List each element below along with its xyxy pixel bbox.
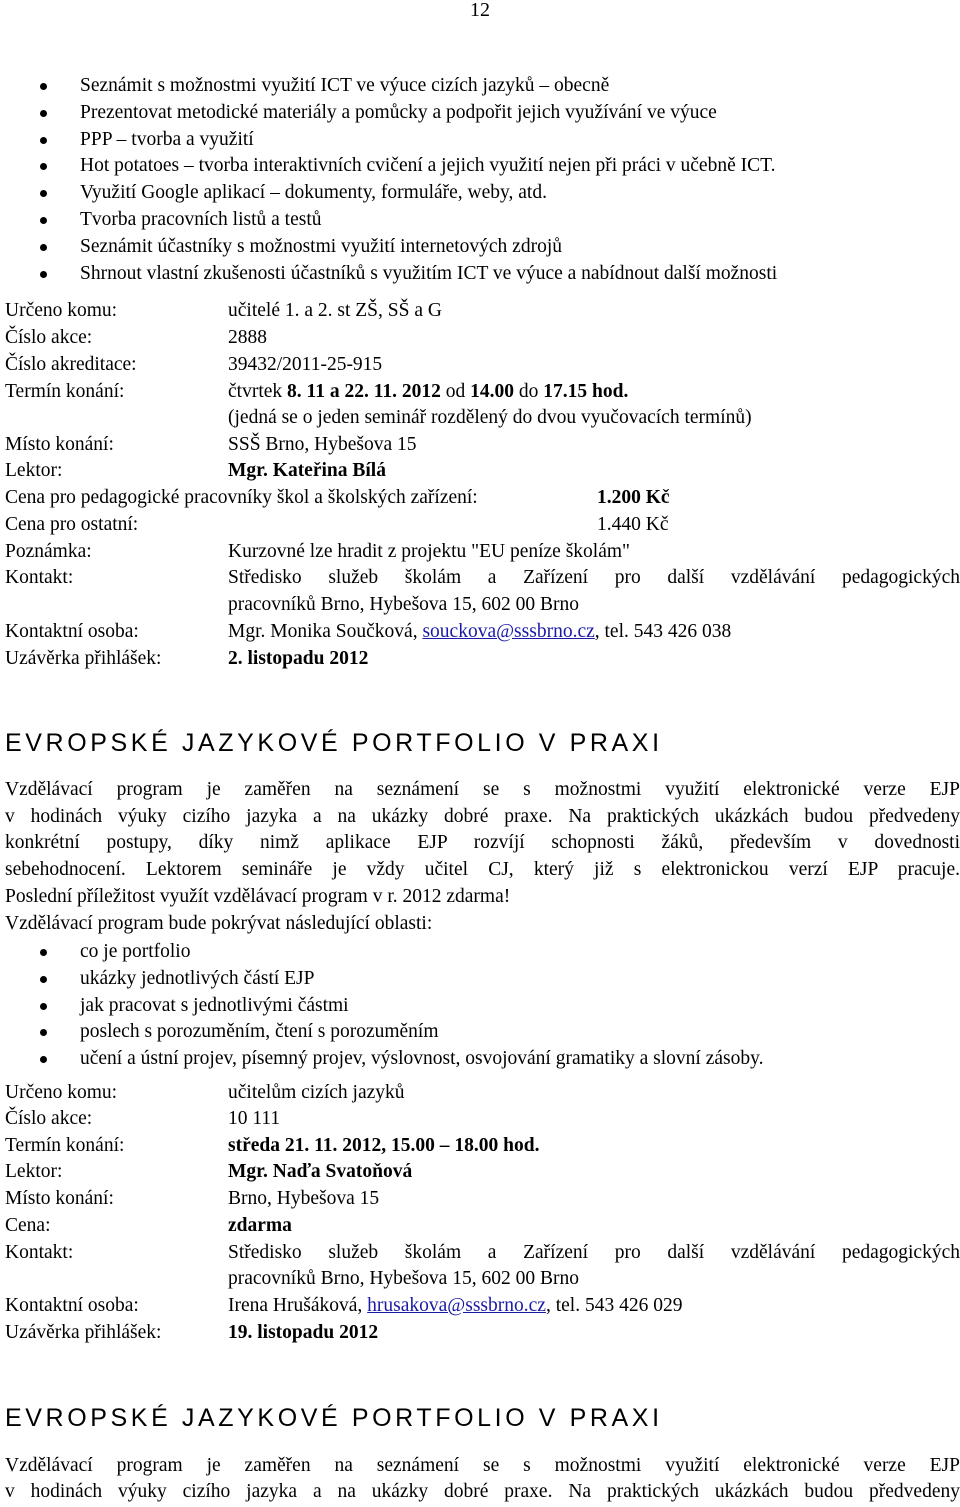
list-item: ukázky jednotlivých částí EJP	[0, 966, 960, 993]
contact-person-label: Kontaktní osoba:	[5, 621, 139, 642]
lecturer-value: Mgr. Kateřina Bílá	[228, 460, 386, 481]
list-item: jak pracovat s jednotlivými částmi	[0, 993, 960, 1020]
contact-email-link[interactable]: hrusakova@sssbrno.cz	[367, 1295, 546, 1316]
lecturer-value: Mgr. Naďa Svatoňová	[228, 1161, 413, 1182]
venue-label: Místo konání:	[5, 1188, 114, 1209]
contact-person-name: Mgr. Monika Součková,	[228, 621, 423, 642]
intro-line: v hodinách výuky cizího jazyka a na ukázky dobré praxe. Na praktických ukázkách budou předvedeny	[5, 1481, 960, 1502]
deadline-value: 2. listopadu 2012	[228, 648, 369, 669]
contact-line2: pracovníků Brno, Hybešova 15, 602 00 Brno	[228, 1268, 579, 1289]
deadline-value: 19. listopadu 2012	[228, 1322, 379, 1343]
list-item: Tvorba pracovních listů a testů	[0, 207, 960, 234]
list-item: učení a ústní projev, písemný projev, výslovnost, osvojování gramatiky a slovní zásoby.	[0, 1046, 960, 1073]
list-item: Shrnout vlastní zkušenosti účastníků s využitím ICT ve výuce a nabídnout další možnosti	[0, 261, 960, 288]
contact-label: Kontakt:	[5, 567, 74, 588]
time-end: 17.15 hod.	[543, 381, 629, 402]
venue-value: SSŠ Brno, Hybešova 15	[228, 434, 417, 455]
note-label: Poznámka:	[5, 541, 92, 562]
contact-phone: , tel. 543 426 038	[594, 621, 732, 642]
section-heading: EVROPSKÉ JAZYKOVÉ PORTFOLIO V PRAXI	[5, 729, 663, 757]
intro-line: konkrétní postupy, díky nimž aplikace EJP rozvíjí schopnosti žáků, především v dovednosti	[5, 832, 960, 853]
areas-intro: Vzdělávací program bude pokrývat následující oblasti:	[5, 913, 433, 934]
list-item: Seznámit s možnostmi využití ICT ve výuce cizích jazyků – obecně	[0, 73, 960, 100]
intro-line: sebehodnocení. Lektorem semináře je vždy učitel CJ, který již s elektronickou verzí EJP pracuje.	[5, 859, 960, 880]
list-item: Využití Google aplikací – dokumenty, formuláře, weby, atd.	[0, 180, 960, 207]
contact-label: Kontakt:	[5, 1242, 74, 1263]
audience-label: Určeno komu:	[5, 300, 118, 321]
intro-line: Vzdělávací program je zaměřen na seznámení se s možnostmi využití elektronické verze EJP	[5, 779, 960, 800]
deadline-label: Uzávěrka přihlášek:	[5, 648, 162, 669]
accreditation-value: 39432/2011-25-915	[228, 354, 383, 375]
audience-value: učitelé 1. a 2. st ZŠ, SŠ a G	[228, 300, 442, 321]
time-mid: do	[514, 381, 544, 402]
note-value: Kurzovné lze hradit z projektu "EU peníze školám"	[228, 541, 630, 562]
contact-line2: pracovníků Brno, Hybešova 15, 602 00 Brno	[228, 594, 579, 615]
areas-list	[0, 939, 960, 1073]
list-item: co je portfolio	[0, 939, 960, 966]
date-label: Termín konání:	[5, 381, 125, 402]
date-value: středa 21. 11. 2012, 15.00 – 18.00 hod.	[228, 1135, 540, 1156]
price-staff-value: 1.200 Kč	[597, 487, 670, 508]
date-note: (jedná se o jeden seminář rozdělený do dvou vyučovacích termínů)	[228, 407, 752, 428]
contact-phone: , tel. 543 426 029	[545, 1295, 683, 1316]
accreditation-label: Číslo akreditace:	[5, 354, 137, 375]
price-value: zdarma	[228, 1215, 292, 1236]
contact-line1: Středisko služeb školám a Zařízení pro další vzdělávání pedagogických	[228, 1242, 960, 1263]
date-prefix: čtvrtek	[228, 381, 288, 402]
audience-value: učitelům cizích jazyků	[228, 1082, 405, 1103]
list-item: poslech s porozuměním, čtení s porozuměním	[0, 1019, 960, 1046]
lecturer-label: Lektor:	[5, 460, 63, 481]
last-chance-text: Poslední příležitost využít vzdělávací program v r. 2012 zdarma!	[5, 886, 511, 907]
contact-line1: Středisko služeb školám a Zařízení pro další vzdělávání pedagogických	[228, 567, 960, 588]
action-number-value: 10 111	[228, 1108, 281, 1129]
list-item: Seznámit účastníky s možnostmi využití internetových zdrojů	[0, 234, 960, 261]
time-start: 14.00	[470, 381, 514, 402]
contact-email-link[interactable]: souckova@sssbrno.cz	[422, 621, 595, 642]
intro-line: v hodinách výuky cizího jazyka a na ukázky dobré praxe. Na praktických ukázkách budou předvedeny	[5, 806, 960, 827]
price-other-label: Cena pro ostatní:	[5, 514, 139, 535]
section-heading: EVROPSKÉ JAZYKOVÉ PORTFOLIO V PRAXI	[5, 1404, 663, 1432]
contact-person-label: Kontaktní osoba:	[5, 1295, 139, 1316]
lecturer-label: Lektor:	[5, 1161, 63, 1182]
date-mid: od	[440, 381, 471, 402]
contact-person-name: Irena Hrušáková,	[228, 1295, 368, 1316]
price-other-value: 1.440 Kč	[597, 514, 669, 535]
list-item: Prezentovat metodické materiály a pomůcky a podpořit jejich využívání ve výuce	[0, 100, 960, 127]
date-days: 8. 11 a 22. 11. 2012	[287, 381, 441, 402]
list-item: Hot potatoes – tvorba interaktivních cvičení a jejich využití nejen při práci v učebně ICT.	[0, 153, 960, 180]
contact-person-value	[228, 1293, 682, 1319]
page-number: 12	[470, 0, 490, 21]
action-number-label: Číslo akce:	[5, 1108, 93, 1129]
deadline-label: Uzávěrka přihlášek:	[5, 1322, 162, 1343]
intro-line: Vzdělávací program je zaměřen na seznámení se s možnostmi využití elektronické verze EJP	[5, 1455, 960, 1476]
date-label: Termín konání:	[5, 1135, 125, 1156]
audience-label: Určeno komu:	[5, 1082, 118, 1103]
venue-value: Brno, Hybešova 15	[228, 1188, 380, 1209]
contact-person-value	[228, 619, 731, 645]
action-number-value: 2888	[228, 327, 267, 348]
action-number-label: Číslo akce:	[5, 327, 93, 348]
price-staff-label: Cena pro pedagogické pracovníky škol a školských zařízení:	[5, 487, 478, 508]
goals-list	[0, 73, 960, 287]
date-value	[228, 379, 628, 405]
list-item: PPP – tvorba a využití	[0, 127, 960, 154]
price-label: Cena:	[5, 1215, 51, 1236]
venue-label: Místo konání:	[5, 434, 114, 455]
